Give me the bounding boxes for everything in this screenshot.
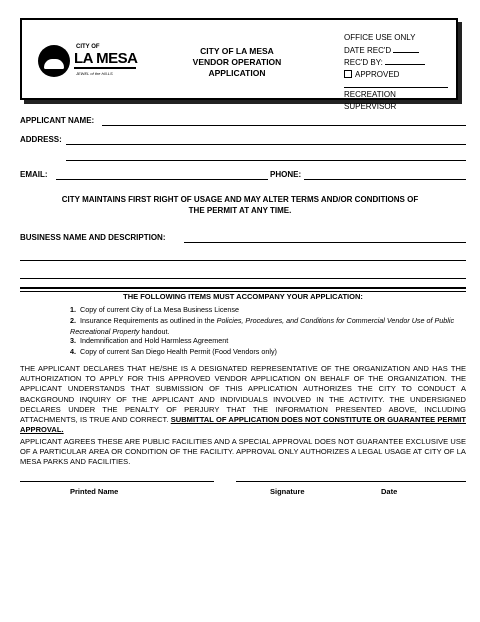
item-after: handout. [141, 327, 170, 336]
address-field-1[interactable] [66, 144, 466, 145]
item-italic: Policies, Procedures, and Conditions for Commercial Vendor Use of Public Recreational Property [70, 316, 455, 336]
applicant-name-label: APPLICANT NAME: [20, 116, 95, 125]
item-number: 3. [70, 336, 76, 345]
signature-field[interactable] [236, 481, 466, 482]
phone-label: PHONE: [270, 170, 302, 179]
seal-icon [38, 45, 70, 77]
item-text: Copy of current San Diego Health Permit (Food Vendors only) [80, 347, 277, 356]
recd-by-field[interactable] [385, 56, 425, 65]
address-label: ADDRESS: [20, 135, 62, 144]
address-field-2[interactable] [66, 160, 466, 161]
header-box [20, 18, 458, 111]
business-field-1[interactable] [184, 242, 466, 243]
declaration-emphasis: SUBMITTAL OF APPLICATION DOES NOT CONSTITUTE OR GUARANTEE PERMIT APPROVAL. [20, 415, 467, 435]
approved-label: APPROVED [355, 69, 400, 79]
logo-city: CITY OF [76, 44, 100, 50]
printed-name-label: Printed Name [70, 487, 119, 496]
business-label: BUSINESS NAME AND DESCRIPTION: [20, 233, 166, 242]
phone-field[interactable] [304, 179, 466, 180]
agreement-paragraph: APPLICANT AGREES THESE ARE PUBLIC FACILITIES AND A SPECIAL APPROVAL DOES NOT GUARANTEE EXCLUSIVE USE OF A PARTICULAR AREA OR CONDITION OF THE FACILITY. APPROVAL ONLY AUTHORIZES A LEGAL USAGE AT CITY OF LA MESA PARKS AND FACILITIES. [20, 437, 466, 467]
item-text: Copy of current City of La Mesa Business License [80, 305, 239, 314]
approved-checkbox[interactable] [344, 70, 352, 78]
list-item [70, 315, 470, 337]
item-text: Indemnification and Hold Harmless Agreement [80, 336, 229, 345]
declaration-paragraph [20, 364, 466, 435]
item-number: 1. [70, 305, 76, 314]
signature-label: Signature [270, 487, 305, 496]
title-line-2: VENDOR OPERATION [192, 57, 282, 67]
date-label: Date [381, 487, 398, 496]
declaration-body: THE APPLICANT DECLARES THAT HE/SHE IS A DESIGNATED REPRESENTATIVE OF THE ORGANIZATION AND HAS THE AUTHORIZATION TO APPLY FOR THIS APPROVED VENDOR APPLICATION ON BEHALF OF THE ORGANIZATION. THE APPLICANT UNDERSTANDS THAT SUBMISSION OF THIS APPLICATION AUTHORIZES THE CITY TO CONDUCT A BACKGROUND INQUIRY OF THE APPLICANT AND INDIVIDUALS INVOLVED IN THE ACTIVITY. THE UNDERSIGNED DECLARES UNDER THE PENALTY OF PERJURY THAT THE INFORMATION PRESENTED ABOVE, INCLUDING ATTACHMENTS, IS TRUE AND CORRECT. [20, 364, 466, 425]
applicant-name-field[interactable] [102, 125, 466, 126]
list-item [70, 335, 470, 346]
divider-thick [20, 287, 466, 289]
item-number: 4. [70, 347, 76, 356]
list-item [70, 304, 470, 315]
title-line-1: CITY OF LA MESA [200, 46, 274, 56]
logo-bar [74, 67, 136, 69]
usage-notice: CITY MAINTAINS FIRST RIGHT OF USAGE AND MAY ALTER TERMS AND/OR CONDITIONS OF THE PERMIT AT ANY TIME. [61, 195, 419, 215]
required-items-title: THE FOLLOWING ITEMS MUST ACCOMPANY YOUR APPLICATION: [123, 292, 363, 301]
item-number: 2. [70, 316, 76, 325]
date-recd-field[interactable] [393, 44, 419, 53]
email-field[interactable] [56, 179, 268, 180]
city-logo [36, 42, 146, 82]
office-use-block [344, 32, 448, 112]
list-item [70, 346, 470, 357]
business-field-3[interactable] [20, 278, 466, 279]
title-line-3: APPLICATION [208, 68, 266, 78]
recd-by-label: REC'D BY: [344, 58, 383, 67]
email-label: EMAIL: [20, 170, 48, 179]
form-title [162, 46, 312, 79]
item-text: Insurance Requirements as outlined in the [80, 316, 215, 325]
date-recd-label: DATE REC'D [344, 45, 392, 55]
logo-name: LA MESA [74, 50, 138, 67]
supervisor-label: RECREATION SUPERVISOR [344, 87, 448, 112]
office-use-label: OFFICE USE ONLY [344, 33, 416, 42]
logo-tagline: JEWEL of the HILLS [76, 71, 113, 76]
printed-name-field[interactable] [20, 481, 214, 482]
business-field-2[interactable] [20, 260, 466, 261]
